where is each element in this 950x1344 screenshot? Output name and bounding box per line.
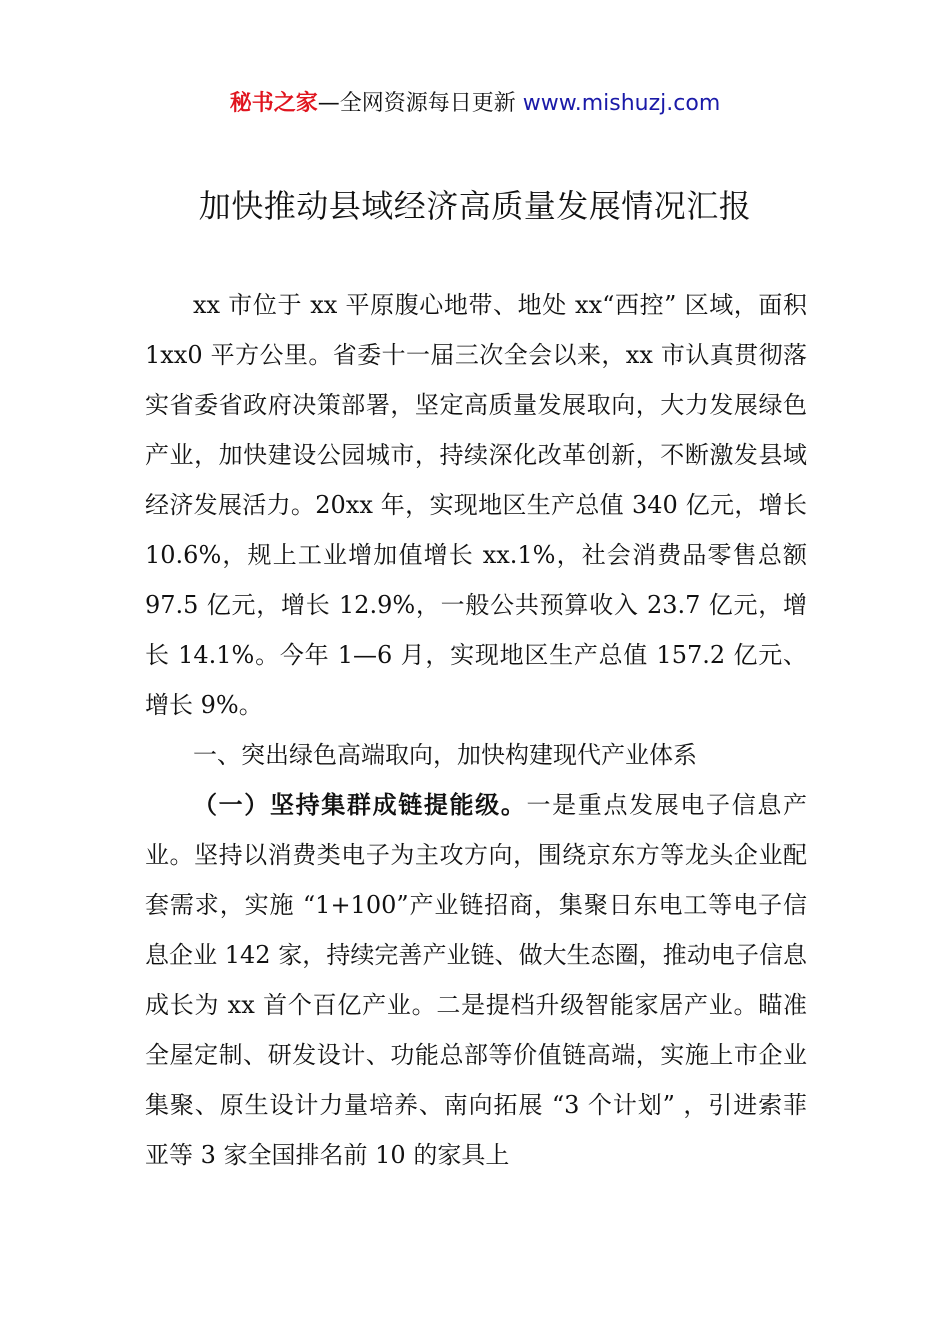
intro-paragraph: xx 市位于 xx 平原腹心地带、地处 xx“西控” 区域，面积 1xx0 平方公里。省委十一届三次全会以来，xx 市认真贯彻落实省委省政府决策部署，坚定高质量发展取向，大力发展绿色产业，加快建设公园城市，持续深化改革创新，不断激发县域经济发展活力。20xx 年，实现地区生产总值 340 亿元，增长 10.6%，规上工业增加值增长 xx.1%，社会消费品零售总额 97.5 亿元，增长 12.9%，一般公共预算收入 23.7 亿元，增长 14.1%。今年 1—6 月，实现地区生产总值 157.2 亿元、增长 9%。: [145, 291, 807, 719]
subsection-text: 一是重点发展电子信息产业。坚持以消费类电子为主攻方向，围绕京东方等龙头企业配套需求，实施 “1+100”产业链招商，集聚日东电工等电子信息企业 142 家，持续完善产业链、做大生态圈，推动电子信息成长为 xx 首个百亿产业。二是提档升级智能家居产业。瞄准全屋定制、研发设计、功能总部等价值链高端，实施上市企业集聚、原生设计力量培养、南向拓展 “3 个计划” ，引进索菲亚等 3 家全国排名前 10 的家具上: [145, 791, 808, 1169]
document-body: [145, 280, 807, 1180]
brand-name: 秘书之家: [229, 91, 318, 116]
subsection-paragraph: [145, 780, 807, 1180]
document-title: 加快推动县域经济高质量发展情况汇报: [198, 187, 752, 225]
site-url-link[interactable]: www.mishuzj.com: [522, 91, 721, 116]
section-heading: 一、突出绿色高端取向，加快构建现代产业体系: [193, 741, 697, 769]
page-header: [0, 88, 950, 120]
header-tagline: —全网资源每日更新: [317, 91, 523, 116]
subsection-lead: （一）坚持集群成链提能级。: [193, 791, 527, 819]
